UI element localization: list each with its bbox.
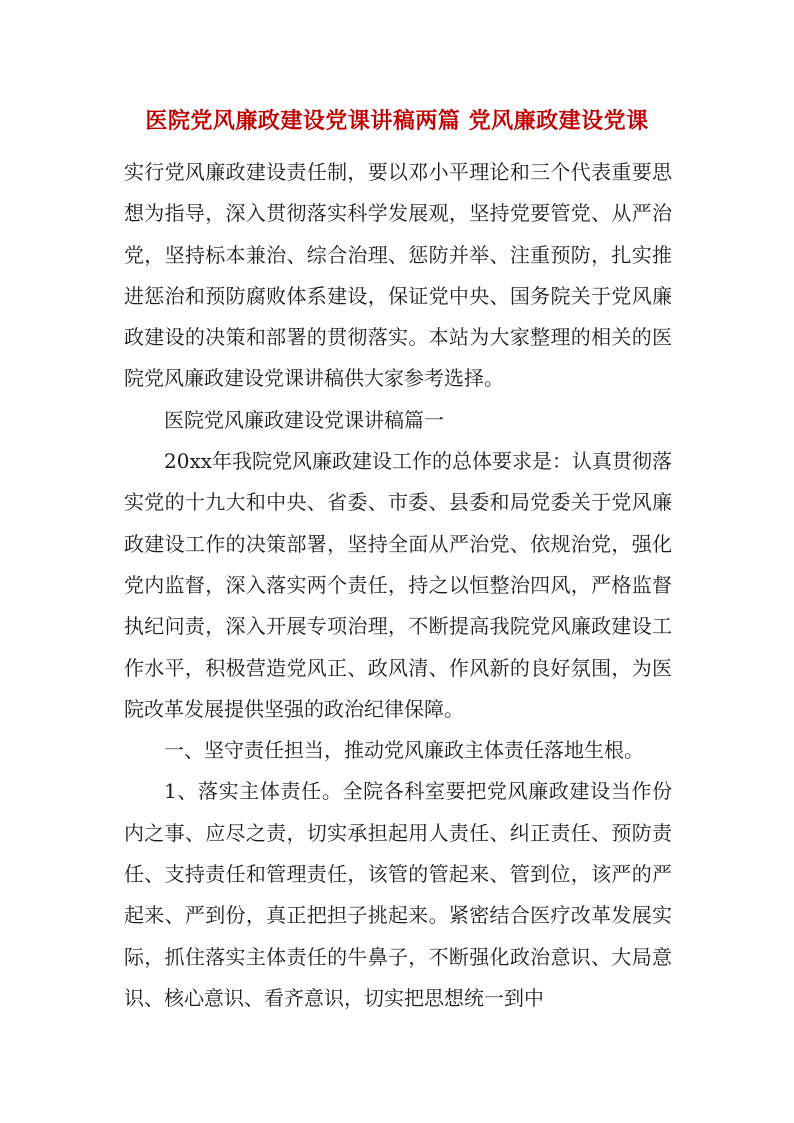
section-heading: 医院党风廉政建设党课讲稿篇一	[164, 407, 444, 432]
document-body	[124, 152, 672, 1019]
paragraph-main-responsibility: 1、落实主体责任。全院各科室要把党风廉政建设当作份内之事、应尽之责，切实承担起用人责任、纠正责任、预防责任、支持责任和管理责任，该管的管起来、管到位，该严的严起来、严到份，真正把担子挑起来。紧密结合医疗改革发展实际，抓住落实主体责任的牛鼻子，不断强化政治意识、大局意识、核心意识、看齐意识，切实把思想统一到中	[124, 779, 672, 1010]
paragraph-requirements: 20xx年我院党风廉政建设工作的总体要求是：认真贯彻落实党的十九大和中央、省委、市委、县委和局党委关于党风廉政建设工作的决策部署，坚持全面从严治党、依规治党，强化党内监督，深入落实两个责任，持之以恒整治四风，严格监督执纪问责，深入开展专项治理，不断提高我院党风廉政建设工作水平，积极营造党风正、政风清、作风新的良好氛围，为医院改革发展提供坚强的政治纪律保障。	[124, 449, 673, 721]
paragraph-intro: 实行党风廉政建设责任制，要以邓小平理论和三个代表重要思想为指导，深入贯彻落实科学发展观，坚持党要管党、从严治党，坚持标本兼治、综合治理、惩防并举、注重预防，扎实推进惩治和预防腐败体系建设，保证党中央、国务院关于党风廉政建设的决策和部署的贯彻落实。本站为大家整理的相关的医院党风廉政建设党课讲稿供大家参考选择。	[124, 160, 672, 391]
subsection-heading: 一、坚守责任担当，推动党风廉政主体责任落地生根。	[164, 738, 644, 763]
document-title: 医院党风廉政建设党课讲稿两篇 党风廉政建设党课	[145, 108, 649, 134]
